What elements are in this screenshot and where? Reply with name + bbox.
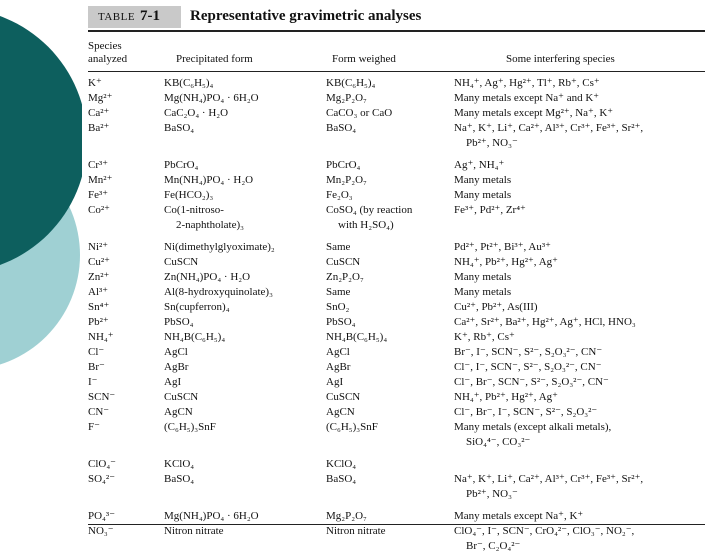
cell-weighed: Mn₂P₂O₇ — [326, 174, 367, 186]
cell-weighed: Fe₂O₃ — [326, 189, 353, 201]
cell-precipitated: Co(1-nitroso- — [164, 204, 224, 216]
cell-species: Fe³⁺ — [88, 189, 109, 201]
table-row — [88, 300, 705, 315]
cell-species: Mg²⁺ — [88, 92, 113, 104]
cell-species: Cr³⁺ — [88, 159, 109, 171]
cell-precipitated: KClO₄ — [164, 458, 195, 470]
cell-species: Cu²⁺ — [88, 256, 110, 268]
cell-species: Ni²⁺ — [88, 241, 109, 253]
cell-precipitated: Zn(NH₄)PO₄ · H₂O — [164, 271, 251, 283]
table-row — [88, 255, 705, 270]
cell-weighed: AgCN — [326, 406, 355, 418]
cell-interfering: Cl⁻, I⁻, SCN⁻, S²⁻, S₂O₃²⁻, CN⁻ — [454, 361, 602, 373]
cell-precipitated-continuation: 2-naphtholate)₃ — [176, 219, 244, 231]
cell-species: Ca²⁺ — [88, 107, 110, 119]
table-number-box — [88, 6, 181, 28]
cell-species: Pb²⁺ — [88, 316, 109, 328]
cell-interfering-continuation: Br⁻, C₂O₄²⁻ — [466, 540, 521, 552]
cell-precipitated: CuSCN — [164, 256, 199, 268]
table-row — [88, 420, 705, 450]
cell-interfering: Many metals except Na⁺ and K⁺ — [454, 92, 600, 104]
table-row — [88, 509, 705, 524]
cell-precipitated: PbSO₄ — [164, 316, 194, 328]
cell-species: Ba²⁺ — [88, 122, 110, 134]
cell-precipitated: Nitron nitrate — [164, 525, 224, 537]
cell-interfering: Many metals except Mg²⁺, Na⁺, K⁺ — [454, 107, 614, 119]
cell-species: SCN⁻ — [88, 391, 116, 403]
cell-interfering: Cl⁻, Br⁻, I⁻, SCN⁻, S²⁻, S₂O₃²⁻ — [454, 406, 598, 418]
cell-interfering: Many metals (except alkali metals), — [454, 421, 612, 433]
table-row — [88, 360, 705, 375]
cell-precipitated: Fe(HCO₂)₃ — [164, 189, 214, 201]
table-row — [88, 390, 705, 405]
cell-species: Br⁻ — [88, 361, 105, 373]
cell-species: SO₄²⁻ — [88, 473, 116, 485]
cell-interfering: Fe³⁺, Pd²⁺, Zr⁴⁺ — [454, 204, 526, 216]
table-row — [88, 173, 705, 188]
slide-decoration — [0, 0, 82, 540]
table-body — [88, 76, 705, 554]
table-row — [88, 457, 705, 472]
cell-weighed: KB(C₆H₅)₄ — [326, 77, 376, 89]
bottom-rule — [88, 524, 705, 525]
cell-weighed: NH₄B(C₆H₅)₄ — [326, 331, 388, 343]
cell-interfering: Many metals — [454, 271, 512, 283]
cell-interfering: Br⁻, I⁻, SCN⁻, S²⁻, S₂O₃²⁻, CN⁻ — [454, 346, 603, 358]
cell-species: Sn⁴⁺ — [88, 301, 110, 313]
cell-weighed: Same — [326, 286, 351, 298]
cell-precipitated: AgCl — [164, 346, 188, 358]
cell-precipitated: Mg(NH₄)PO₄ · 6H₂O — [164, 92, 259, 104]
table-title-bar — [88, 6, 705, 28]
table-row — [88, 472, 705, 502]
table-row — [88, 375, 705, 390]
cell-precipitated: CaC₂O₄ · H₂O — [164, 107, 229, 119]
table-row — [88, 345, 705, 360]
cell-species: K⁺ — [88, 77, 102, 89]
table-row — [88, 330, 705, 345]
cell-weighed: SnO₂ — [326, 301, 350, 313]
cell-interfering: NH₄⁺, Pb²⁺, Hg²⁺, Ag⁺ — [454, 391, 558, 403]
cell-species: Cl⁻ — [88, 346, 105, 358]
cell-precipitated: CuSCN — [164, 391, 199, 403]
cell-weighed: Mg₂P₂O₇ — [326, 92, 367, 104]
cell-precipitated: BaSO₄ — [164, 473, 195, 485]
cell-species: NH₄⁺ — [88, 331, 114, 343]
cell-species: PO₄³⁻ — [88, 510, 116, 522]
table-row — [88, 270, 705, 285]
cell-precipitated: PbCrO₄ — [164, 159, 199, 171]
cell-precipitated: AgBr — [164, 361, 189, 373]
cell-interfering: Cu²⁺, Pb²⁺, As(III) — [454, 301, 538, 313]
header-species: Species analyzed — [88, 40, 128, 65]
cell-species: F⁻ — [88, 421, 100, 433]
table-row — [88, 158, 705, 173]
cell-weighed: PbCrO₄ — [326, 159, 361, 171]
cell-weighed: BaSO₄ — [326, 122, 357, 134]
cell-interfering: Many metals — [454, 189, 512, 201]
table-row — [88, 240, 705, 255]
cell-species: Co²⁺ — [88, 204, 110, 216]
cell-precipitated: Sn(cupferron)₄ — [164, 301, 230, 313]
top-rule — [88, 30, 705, 32]
cell-precipitated: Al(8-hydroxyquinolate)₃ — [164, 286, 273, 298]
cell-species: CN⁻ — [88, 406, 110, 418]
cell-species: ClO₄⁻ — [88, 458, 116, 470]
cell-weighed: CuSCN — [326, 256, 361, 268]
table-row — [88, 91, 705, 106]
cell-interfering: Ag⁺, NH₄⁺ — [454, 159, 505, 171]
cell-weighed: CoSO₄ (by reaction — [326, 204, 413, 216]
table-label: TABLE — [98, 11, 136, 23]
cell-interfering: Na⁺, K⁺, Li⁺, Ca²⁺, Al³⁺, Cr³⁺, Fe³⁺, Sr²⁺, — [454, 122, 644, 134]
cell-precipitated: AgI — [164, 376, 182, 388]
cell-interfering: NH₄⁺, Ag⁺, Hg²⁺, Tl⁺, Rb⁺, Cs⁺ — [454, 77, 600, 89]
cell-interfering: Many metals except Na⁺, K⁺ — [454, 510, 584, 522]
cell-interfering-continuation: SiO₄⁴⁻, CO₃²⁻ — [466, 436, 531, 448]
cell-species: Zn²⁺ — [88, 271, 110, 283]
cell-interfering: Many metals — [454, 286, 512, 298]
table-row — [88, 285, 705, 300]
cell-weighed: Same — [326, 241, 351, 253]
cell-weighed: (C₆H₅)₃SnF — [326, 421, 378, 433]
header-rule — [88, 71, 705, 72]
table-title: Representative gravimetric analyses — [190, 8, 422, 24]
cell-weighed-continuation: with H₂SO₄) — [338, 219, 394, 231]
cell-weighed: CuSCN — [326, 391, 361, 403]
table-row — [88, 188, 705, 203]
cell-interfering: K⁺, Rb⁺, Cs⁺ — [454, 331, 515, 343]
cell-interfering: Ca²⁺, Sr²⁺, Ba²⁺, Hg²⁺, Ag⁺, HCl, HNO₃ — [454, 316, 636, 328]
table-number: 7-1 — [140, 8, 160, 24]
cell-weighed: CaCO₃ or CaO — [326, 107, 393, 119]
cell-interfering: Pd²⁺, Pt²⁺, Bi³⁺, Au³⁺ — [454, 241, 551, 253]
cell-weighed: Nitron nitrate — [326, 525, 386, 537]
cell-interfering: Na⁺, K⁺, Li⁺, Ca²⁺, Al³⁺, Cr³⁺, Fe³⁺, Sr²⁺, — [454, 473, 644, 485]
cell-interfering: Many metals — [454, 174, 512, 186]
cell-weighed: AgI — [326, 376, 344, 388]
table-page — [82, 0, 720, 552]
cell-precipitated: Mg(NH₄)PO₄ · 6H₂O — [164, 510, 259, 522]
cell-species: I⁻ — [88, 376, 98, 388]
table-row — [88, 524, 705, 554]
table-row — [88, 405, 705, 420]
cell-weighed: PbSO₄ — [326, 316, 356, 328]
table-row — [88, 203, 705, 233]
cell-weighed: BaSO₄ — [326, 473, 357, 485]
table-row — [88, 315, 705, 330]
cell-precipitated: (C₆H₅)₃SnF — [164, 421, 216, 433]
table-row — [88, 76, 705, 91]
cell-precipitated: BaSO₄ — [164, 122, 195, 134]
cell-interfering: NH₄⁺, Pb²⁺, Hg²⁺, Ag⁺ — [454, 256, 558, 268]
cell-species: Mn²⁺ — [88, 174, 113, 186]
cell-species: NO₃⁻ — [88, 525, 114, 537]
header-weighed: Form weighed — [332, 53, 396, 65]
cell-precipitated: Mn(NH₄)PO₄ · H₂O — [164, 174, 254, 186]
cell-interfering: ClO₄⁻, I⁻, SCN⁻, CrO₄²⁻, ClO₃⁻, NO₂⁻, — [454, 525, 635, 537]
cell-weighed: AgCl — [326, 346, 350, 358]
cell-interfering: Cl⁻, Br⁻, SCN⁻, S²⁻, S₂O₃²⁻, CN⁻ — [454, 376, 609, 388]
cell-weighed: Mg₂P₂O₇ — [326, 510, 367, 522]
cell-precipitated: KB(C₆H₅)₄ — [164, 77, 214, 89]
header-interfering: Some interfering species — [506, 53, 615, 65]
header-precipitated: Precipitated form — [176, 53, 253, 65]
cell-species: Al³⁺ — [88, 286, 109, 298]
cell-interfering-continuation: Pb²⁺, NO₃⁻ — [466, 137, 518, 149]
table-row — [88, 121, 705, 151]
table-row — [88, 106, 705, 121]
cell-interfering-continuation: Pb²⁺, NO₃⁻ — [466, 488, 518, 500]
cell-precipitated: Ni(dimethylglyoximate)₂ — [164, 241, 275, 253]
cell-precipitated: NH₄B(C₆H₅)₄ — [164, 331, 226, 343]
cell-weighed: Zn₂P₂O₇ — [326, 271, 364, 283]
cell-precipitated: AgCN — [164, 406, 193, 418]
cell-weighed: AgBr — [326, 361, 351, 373]
cell-weighed: KClO₄ — [326, 458, 357, 470]
